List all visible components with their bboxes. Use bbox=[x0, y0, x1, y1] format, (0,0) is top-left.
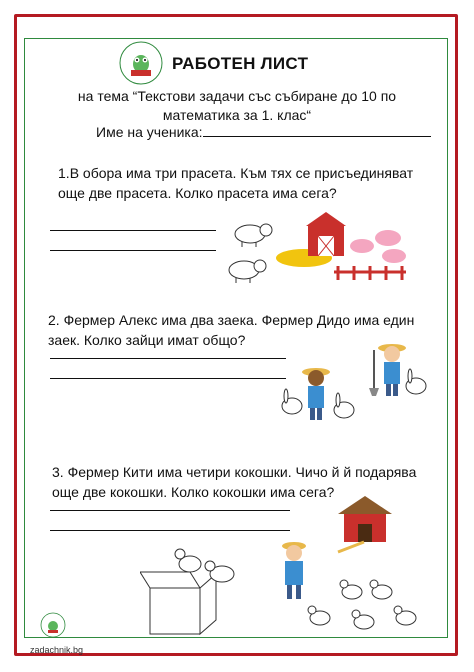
worksheet-topic: на тема “Текстови задачи със събиране до 10 по математика за 1. клас“ bbox=[77, 88, 397, 123]
answer-line[interactable] bbox=[50, 230, 216, 231]
pig-outline-icon bbox=[228, 218, 276, 248]
student-name-row bbox=[96, 124, 431, 140]
footer-site-text[interactable]: zadachnik.bg bbox=[30, 645, 84, 655]
footer-logo-icon bbox=[40, 612, 66, 638]
answer-line[interactable] bbox=[50, 378, 286, 379]
problem-3-number: 3. bbox=[52, 464, 64, 480]
problem-1-number: 1. bbox=[58, 165, 70, 181]
barn-with-pigs-illustration bbox=[276, 206, 416, 284]
problem-1 bbox=[58, 163, 418, 203]
gift-box-with-chickens-illustration bbox=[140, 538, 240, 638]
farmers-with-rabbits-illustration bbox=[270, 338, 440, 428]
zadachnik-logo-icon bbox=[118, 40, 164, 86]
problem-3-text: Фермер Кити има четири кокошки. Чичо й й подарява още две кокошки. Колко кокошки има сега? bbox=[52, 464, 417, 500]
answer-line[interactable] bbox=[50, 358, 286, 359]
problem-2-text: Фермер Алекс има два заека. Фермер Дидо има един заек. Колко зайци имат общо? bbox=[48, 312, 415, 348]
answer-line[interactable] bbox=[50, 530, 290, 531]
chickens-outline-illustration bbox=[302, 578, 422, 636]
page-title: РАБОТЕН ЛИСТ bbox=[172, 54, 309, 73]
problem-2-number: 2. bbox=[48, 312, 60, 328]
student-name-label: Име на ученика: bbox=[96, 124, 203, 140]
chicken-coop-icon bbox=[334, 492, 396, 554]
answer-line[interactable] bbox=[50, 250, 216, 251]
answer-line[interactable] bbox=[50, 510, 290, 511]
student-name-field[interactable] bbox=[203, 124, 431, 137]
problem-1-text: В обора има три прасета. Към тях се присъединяват още две прасета. Колко прасета има сега? bbox=[58, 165, 414, 201]
pig-outline-icon bbox=[222, 254, 270, 284]
